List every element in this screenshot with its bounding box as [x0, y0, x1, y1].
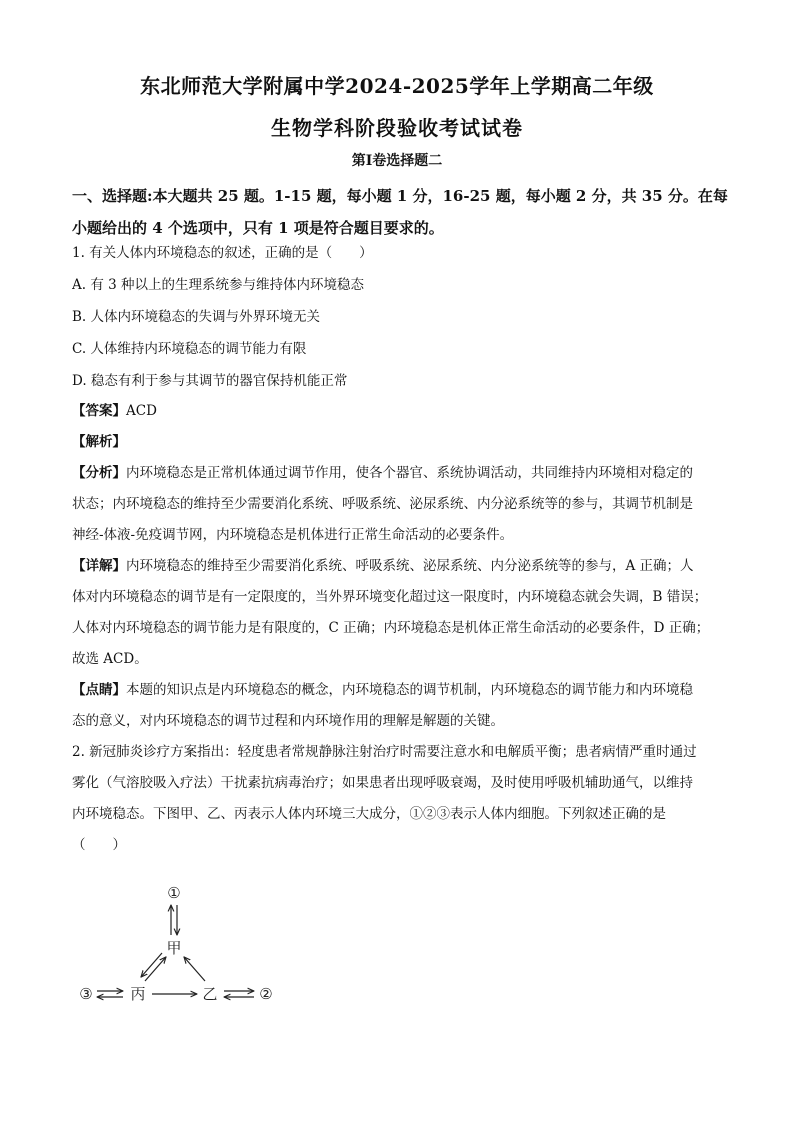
section-line-2: 小题给出的 4 个选项中，只有 1 项是符合题目要求的。 — [72, 219, 444, 237]
diagram-node-yi: 乙 — [202, 985, 218, 1003]
q1-dianjing-line-1 — [72, 680, 732, 700]
fenxi-label: 【分析】 — [72, 465, 126, 481]
q2-stem-line-2: 雾化（气溶胶吸入疗法）干扰素抗病毒治疗；如果患者出现呼吸衰竭，及时使用呼吸机辅助通气，以维持 — [72, 775, 693, 791]
diagram-node-1: ① — [167, 884, 181, 902]
document-subtitle: 第Ⅰ卷选择题二 — [351, 153, 443, 169]
q2-stem-line-1: 2. 新冠肺炎诊疗方案指出：轻度患者常规静脉注射治疗时需要注意水和电解质平衡；患者病情严重时通过 — [72, 744, 697, 760]
diagram-node-2: ② — [259, 985, 273, 1003]
body-fluid-diagram — [70, 875, 290, 1015]
q1-answer — [72, 401, 732, 421]
diagram-node-jia: 甲 — [166, 939, 182, 957]
answer-value: ACD — [126, 403, 157, 419]
q1-dianjing-line-2: 态的意义，对内环境稳态的调节过程和内环境作用的理解是解题的关键。 — [72, 713, 504, 729]
q2-stem-line-4: （ ） — [72, 837, 126, 853]
q1-fenxi-line-3: 神经-体液-免疫调节网，内环境稳态是机体进行正常生命活动的必要条件。 — [72, 527, 514, 543]
xiangjie-text-1: 内环境稳态的维持至少需要消化系统、呼吸系统、泌尿系统、内分泌系统等的参与，A 正确；人 — [126, 558, 694, 574]
arrow-yi-to-jia — [184, 957, 205, 981]
q1-stem: 1. 有关人体内环境稳态的叙述，正确的是（ ） — [72, 245, 373, 261]
q1-xiangjie-line-2: 体对内环境稳态的调节是有一定限度的，当外界环境变化超过这一限度时，内环境稳态就会失调，B 错误； — [72, 589, 708, 605]
answer-label: 【答案】 — [72, 403, 126, 419]
document-title-line2: 生物学科阶段验收考试试卷 — [271, 116, 523, 140]
document-title-line1: 东北师范大学附属中学2024-2025学年上学期高二年级 — [140, 74, 654, 98]
q1-option-b: B. 人体内环境稳态的失调与外界环境无关 — [72, 309, 321, 325]
q1-fenxi-line-1 — [72, 463, 732, 483]
fenxi-text-1: 内环境稳态是正常机体通过调节作用，使各个器官、系统协调活动，共同维持内环境相对稳定的 — [126, 465, 693, 481]
dianjing-label: 【点睛】 — [72, 682, 126, 698]
q1-analysis — [72, 432, 732, 452]
section-instructions — [72, 180, 732, 244]
q1-option-d: D. 稳态有利于参与其调节的器官保持机能正常 — [72, 373, 348, 389]
q1-xiangjie-line-1 — [72, 556, 732, 576]
diagram-node-3: ③ — [79, 985, 93, 1003]
q2-stem-line-3: 内环境稳态。下图甲、乙、丙表示人体内环境三大成分，①②③表示人体内细胞。下列叙述正确的是 — [72, 806, 666, 822]
section-line-1: 一、选择题:本大题共 25 题。1-15 题，每小题 1 分，16-25 题，每小题 2 分，共 35 分。在每 — [72, 187, 728, 205]
xiangjie-label: 【详解】 — [72, 558, 126, 574]
analysis-label: 【解析】 — [72, 434, 126, 450]
q1-option-c: C. 人体维持内环境稳态的调节能力有限 — [72, 341, 307, 357]
q1-fenxi-line-2: 状态；内环境稳态的维持至少需要消化系统、呼吸系统、泌尿系统、内分泌系统等的参与，其调节机制是 — [72, 496, 693, 512]
diagram-node-bing: 丙 — [130, 985, 146, 1003]
q1-xiangjie-line-4: 故选 ACD。 — [72, 651, 148, 667]
q1-option-a: A. 有 3 种以上的生理系统参与维持体内环境稳态 — [72, 277, 365, 293]
dianjing-text-1: 本题的知识点是内环境稳态的概念，内环境稳态的调节机制，内环境稳态的调节能力和内环境稳 — [126, 682, 693, 698]
q1-xiangjie-line-3: 人体对内环境稳态的调节能力是有限度的，C 正确；内环境稳态是机体正常生命活动的必要条件，D 正确； — [72, 620, 710, 636]
